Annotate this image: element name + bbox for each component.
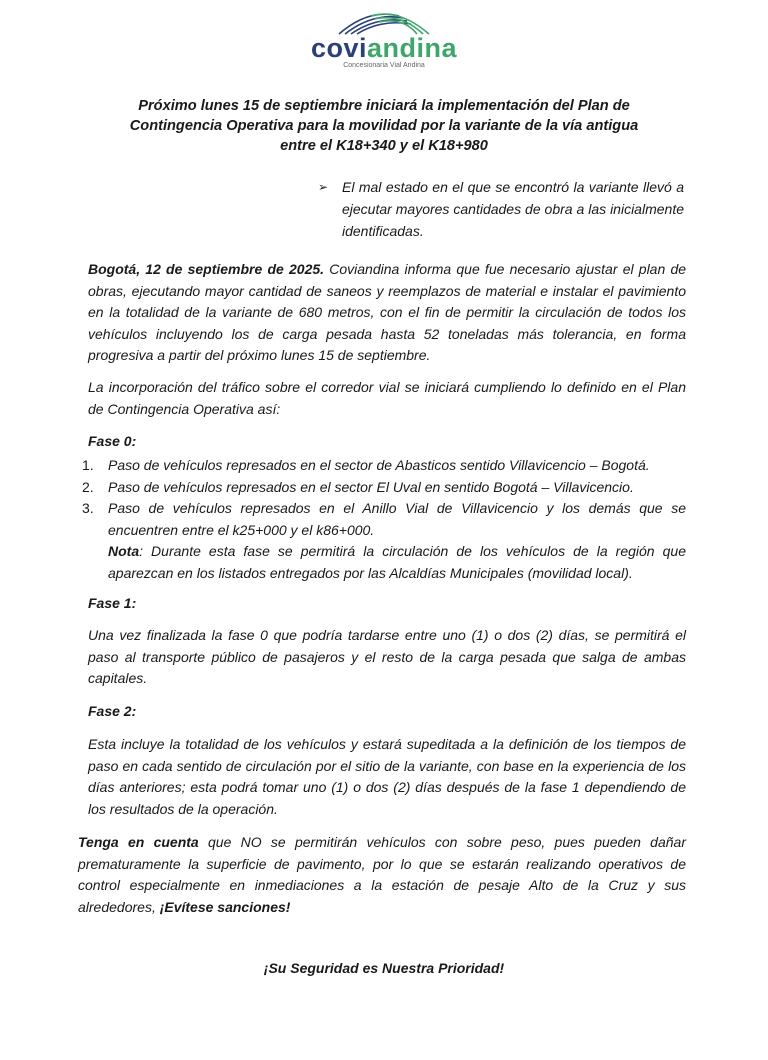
arrow-bullet-icon: ➢ bbox=[318, 180, 329, 194]
warning-paragraph bbox=[78, 832, 686, 918]
phase-0-list bbox=[78, 455, 686, 584]
phase-0-title: Fase 0: bbox=[88, 433, 137, 449]
dateline: Bogotá, 12 de septiembre de 2025. bbox=[88, 261, 325, 277]
footer-slogan: ¡Su Seguridad es Nuestra Prioridad! bbox=[263, 960, 505, 976]
list-number: 1. bbox=[82, 457, 94, 473]
brand-wordmark bbox=[0, 34, 768, 62]
list-item bbox=[78, 455, 686, 477]
bullet-text: El mal estado en el que se encontró la variante llevó a ejecutar mayores cantidades de obra a las inicialmente identificadas. bbox=[342, 179, 684, 239]
list-number: 3. bbox=[82, 500, 94, 516]
note-text: : Durante esta fase se permitirá la circulación de los vehículos de la región que aparezcan en los listados entregados por las Alcaldías Municipales (movilidad local). bbox=[108, 543, 686, 581]
company-logo bbox=[0, 10, 768, 69]
document-title bbox=[96, 96, 672, 156]
warning-emphasis: ¡Evítese sanciones! bbox=[159, 898, 291, 915]
phase-2-text: Esta incluye la totalidad de los vehículos y estará supeditada a la definición de los tiempos de paso en cada sentido de circulación por el sitio de la variante, con base en la experiencia de los días anteriores; esta podrá tomar uno (1) o dos (2) días después de la fase 1 dependiendo de los resultados de la operación. bbox=[88, 736, 686, 817]
brand-part-covi: covi bbox=[310, 33, 367, 63]
warning-text: que NO se permitirán vehículos con sobre peso, pues pueden dañar prematuramente la superficie de pavimento, por lo que se estarán realizando operativos de control especialmente en inmediaciones a la estación de pesaje Alto de la Cruz y sus alrededores, bbox=[78, 834, 686, 915]
highlight-bullet bbox=[318, 176, 684, 242]
phase-0-note bbox=[78, 541, 686, 584]
list-item-text: Paso de vehículos represados en el sector de Abasticos sentido Villavicencio – Bogotá. bbox=[108, 457, 650, 473]
list-item-text: Paso de vehículos represados en el sector El Uval en sentido Bogotá – Villavicencio. bbox=[108, 478, 634, 495]
intro-paragraph bbox=[88, 259, 686, 367]
intro-text: Coviandina informa que fue necesario ajustar el plan de obras, ejecutando mayor cantidad de saneos y reemplazos de material e instalar el pavimiento en la totalidad de la variante de 680 metros, con el fin de permitir la circulación de todos los vehículos incluyendo los de carga pesada hasta 52 toneladas más tolerancia, en forma progresiva a partir del próximo lunes 15 de septiembre. bbox=[88, 261, 687, 363]
title-line-2: Contingencia Operativa para la movilidad por la variante de la vía antigua bbox=[129, 118, 639, 134]
phase-1-title: Fase 1: bbox=[88, 595, 137, 611]
list-number: 2. bbox=[82, 478, 94, 495]
brand-part-andina: andina bbox=[367, 33, 458, 63]
title-line-1: Próximo lunes 15 de septiembre iniciará la implementación del Plan de bbox=[138, 98, 630, 114]
list-item-text: Paso de vehículos represados en el Anillo Vial de Villavicencio y los demás que se encuentren entre el k25+000 y el k86+000. bbox=[108, 500, 686, 538]
note-label: Nota bbox=[108, 543, 140, 559]
phase-1-text: Una vez finalizada la fase 0 que podría tardarse entre uno (1) o dos (2) días, se permitirá el paso al transporte público de pasajeros y el resto de la carga pesada que salga de ambas capitales. bbox=[88, 627, 686, 686]
phase-2-title: Fase 2: bbox=[88, 703, 137, 719]
brand-tagline: Concesionaria Vial Andina bbox=[343, 62, 425, 69]
list-item bbox=[78, 498, 686, 541]
list-item bbox=[78, 477, 686, 499]
title-line-3: entre el K18+340 y el K18+980 bbox=[280, 138, 488, 154]
incorporation-paragraph: La incorporación del tráfico sobre el corredor vial se iniciará cumpliendo lo definido en el Plan de Contingencia Operativa así: bbox=[88, 379, 686, 417]
warning-lead: Tenga en cuenta bbox=[78, 834, 199, 850]
